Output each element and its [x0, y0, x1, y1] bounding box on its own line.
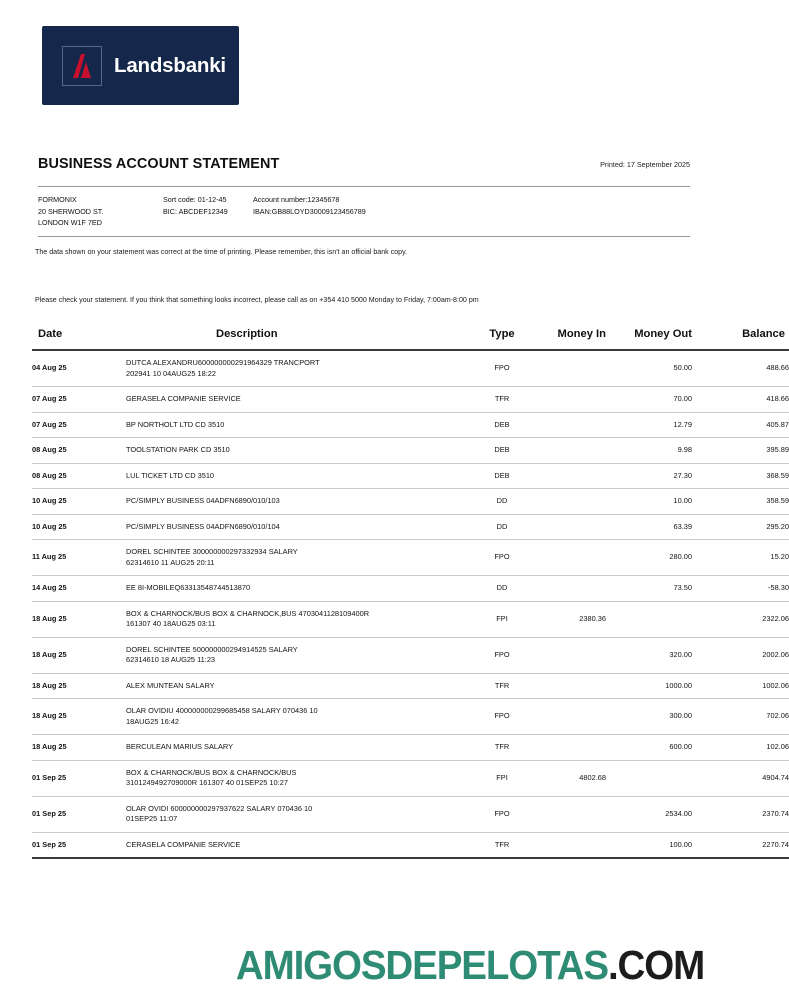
description-line-1: EE 8I-MOBILEQ63313548744513870 — [126, 583, 251, 592]
cell-money-in — [530, 463, 606, 489]
cell-money-in — [530, 637, 606, 673]
account-holder: FORMONIX — [38, 195, 77, 204]
cell-date: 18 Aug 25 — [32, 699, 126, 735]
cell-money-in — [530, 438, 606, 464]
cell-money-in — [530, 735, 606, 761]
address-line-2: LONDON W1F 7ED — [38, 218, 102, 227]
cell-money-out: 27.30 — [606, 463, 692, 489]
description-line-2: 01SEP25 11:07 — [126, 814, 178, 823]
cell-description — [126, 350, 474, 387]
cell-description — [126, 601, 474, 637]
cell-description — [126, 832, 474, 858]
cell-money-in — [530, 412, 606, 438]
description-line-1: ALEX MUNTEAN SALARY — [126, 680, 215, 690]
cell-date: 10 Aug 25 — [32, 489, 126, 515]
description-line-1: BOX & CHARNOCK/BUS BOX & CHARNOCK,BUS 4703041128109400R — [126, 608, 370, 618]
table-row — [32, 387, 789, 413]
bank-logo — [42, 26, 239, 105]
cell-date: 04 Aug 25 — [32, 350, 126, 387]
landsbanki-mountain-icon — [62, 46, 102, 86]
cell-date: 07 Aug 25 — [32, 387, 126, 413]
cell-description — [126, 699, 474, 735]
table-row — [32, 540, 789, 576]
cell-money-out: 600.00 — [606, 735, 692, 761]
description-line-1: BOX & CHARNOCK/BUS BOX & CHARNOCK/BUS — [126, 767, 297, 777]
cell-money-in — [530, 540, 606, 576]
cell-money-in — [530, 514, 606, 540]
cell-date: 18 Aug 25 — [32, 601, 126, 637]
table-row — [32, 637, 789, 673]
cell-money-in — [530, 796, 606, 832]
table-row — [32, 699, 789, 735]
cell-money-out: 1000.00 — [606, 673, 692, 699]
contact-notice: Please check your statement. If you think that something looks incorrect, please call as on +354 410 5000 Monday to Friday, 7:00am-8:00 pm — [35, 296, 479, 304]
cell-description — [126, 387, 474, 413]
cell-type: DEB — [474, 438, 530, 464]
cell-type: DEB — [474, 412, 530, 438]
column-header-money-in: Money In — [530, 328, 606, 350]
sort-code: Sort code: 01-12-45 — [163, 195, 227, 204]
table-row — [32, 514, 789, 540]
address-line-1: 20 SHERWOOD ST. — [38, 206, 104, 216]
cell-money-out: 280.00 — [606, 540, 692, 576]
description-line-1: DOREL SCHINTEE 500000000294914525 SALARY — [126, 644, 298, 654]
cell-money-out: 320.00 — [606, 637, 692, 673]
cell-balance: 405.87 — [692, 412, 789, 438]
description-line-1: OLAR OVIDIU 400000000299685458 SALARY 070436 10 — [126, 706, 318, 715]
account-info-divider — [38, 236, 690, 237]
cell-date: 11 Aug 25 — [32, 540, 126, 576]
description-line-1: PC/SIMPLY BUSINESS 04ADFN6890/010/103 — [126, 496, 280, 505]
watermark — [235, 942, 704, 988]
description-line-1: BP NORTHOLT LTD CD 3510 — [126, 419, 225, 429]
cell-type: TFR — [474, 673, 530, 699]
cell-description — [126, 463, 474, 489]
cell-description — [126, 576, 474, 602]
table-row — [32, 832, 789, 858]
cell-description — [126, 540, 474, 576]
cell-description — [126, 489, 474, 515]
cell-money-in — [530, 699, 606, 735]
cell-date: 01 Sep 25 — [32, 760, 126, 796]
description-line-2: 161307 40 18AUG25 03:11 — [126, 619, 216, 628]
table-row — [32, 350, 789, 387]
cell-money-in — [530, 350, 606, 387]
cell-type: DD — [474, 489, 530, 515]
cell-balance: 1002.06 — [692, 673, 789, 699]
cell-money-in — [530, 576, 606, 602]
cell-money-out: 300.00 — [606, 699, 692, 735]
table-row — [32, 760, 789, 796]
cell-date: 01 Sep 25 — [32, 796, 126, 832]
cell-type: FPO — [474, 637, 530, 673]
account-number: Account number:12345678 — [253, 195, 340, 204]
cell-balance: 102.06 — [692, 735, 789, 761]
cell-date: 18 Aug 25 — [32, 637, 126, 673]
cell-type: DD — [474, 576, 530, 602]
cell-date: 18 Aug 25 — [32, 673, 126, 699]
cell-money-out: 12.79 — [606, 412, 692, 438]
column-header-money-out: Money Out — [606, 328, 692, 350]
cell-money-out: 73.50 — [606, 576, 692, 602]
account-identifiers — [163, 194, 366, 229]
account-address — [38, 194, 163, 229]
table-row — [32, 463, 789, 489]
description-line-2: 62314610 18 AUG25 11:23 — [126, 655, 216, 664]
cell-date: 10 Aug 25 — [32, 514, 126, 540]
cell-money-out: 70.00 — [606, 387, 692, 413]
cell-balance: 702.06 — [692, 699, 789, 735]
cell-type: DD — [474, 514, 530, 540]
iban-code: IBAN:GB88LOYD30009123456789 — [253, 206, 366, 216]
column-header-type: Type — [474, 328, 530, 350]
title-row — [38, 156, 690, 172]
description-line-1: DUTCA ALEXANDRU600000000291964329 TRANCPORT — [126, 358, 320, 367]
cell-balance: 295.20 — [692, 514, 789, 540]
cell-balance: 2370.74 — [692, 796, 789, 832]
table-row — [32, 673, 789, 699]
description-line-1: TOOLSTATION PARK CD 3510 — [126, 445, 230, 454]
description-line-1: GERASELA COMPANIE SERVICE — [126, 394, 241, 403]
cell-type: FPI — [474, 760, 530, 796]
watermark-tld: .COM — [607, 942, 704, 988]
cell-balance: 395.89 — [692, 438, 789, 464]
cell-type: TFR — [474, 735, 530, 761]
cell-money-out: 50.00 — [606, 350, 692, 387]
printing-notice: The data shown on your statement was correct at the time of printing. Please remember, this isn't an official bank copy. — [35, 248, 408, 256]
cell-money-in — [530, 832, 606, 858]
bank-name: Landsbanki — [114, 53, 226, 77]
cell-description — [126, 673, 474, 699]
table-row — [32, 796, 789, 832]
cell-balance: 2002.06 — [692, 637, 789, 673]
cell-date: 14 Aug 25 — [32, 576, 126, 602]
transactions-body — [32, 350, 789, 858]
cell-description — [126, 514, 474, 540]
cell-description — [126, 735, 474, 761]
cell-balance: 418.66 — [692, 387, 789, 413]
table-row — [32, 489, 789, 515]
cell-money-out: 2534.00 — [606, 796, 692, 832]
cell-money-in — [530, 387, 606, 413]
cell-description — [126, 412, 474, 438]
description-line-1: CERASELA COMPANIE SERVICE — [126, 839, 241, 849]
table-row — [32, 438, 789, 464]
cell-date: 08 Aug 25 — [32, 463, 126, 489]
title-divider — [38, 186, 690, 187]
table-row — [32, 735, 789, 761]
cell-money-out — [606, 601, 692, 637]
cell-type: FPO — [474, 350, 530, 387]
cell-money-out: 10.00 — [606, 489, 692, 515]
description-line-1: DOREL SCHINTEE 300000000297332934 SALARY — [126, 547, 298, 556]
page-title: BUSINESS ACCOUNT STATEMENT — [38, 156, 280, 172]
cell-balance: 358.59 — [692, 489, 789, 515]
column-header-description: Description — [126, 328, 474, 350]
cell-date: 07 Aug 25 — [32, 412, 126, 438]
cell-type: FPO — [474, 699, 530, 735]
cell-date: 01 Sep 25 — [32, 832, 126, 858]
cell-type: DEB — [474, 463, 530, 489]
cell-type: FPO — [474, 540, 530, 576]
description-line-2: 62314610 11 AUG25 20:11 — [126, 557, 215, 567]
cell-money-in — [530, 489, 606, 515]
description-line-1: LUL TICKET LTD CD 3510 — [126, 470, 215, 480]
table-row — [32, 576, 789, 602]
transactions-table — [32, 328, 789, 859]
description-line-2: 3101249492709000R 161307 40 01SEP25 10:27 — [126, 778, 288, 787]
cell-balance: 368.59 — [692, 463, 789, 489]
watermark-main: AMIGOSDEPELOTAS — [235, 942, 608, 988]
cell-type: FPI — [474, 601, 530, 637]
table-header-row — [32, 328, 789, 350]
description-line-2: 202941 10 04AUG25 18:22 — [126, 368, 216, 378]
cell-balance: 4904.74 — [692, 760, 789, 796]
cell-balance: 488.66 — [692, 350, 789, 387]
cell-date: 08 Aug 25 — [32, 438, 126, 464]
cell-balance: 15.20 — [692, 540, 789, 576]
description-line-1: OLAR OVIDI 600000000297937622 SALARY 070436 10 — [126, 803, 313, 813]
cell-type: FPO — [474, 796, 530, 832]
cell-money-in: 2380.36 — [530, 601, 606, 637]
cell-balance: 2270.74 — [692, 832, 789, 858]
cell-description — [126, 438, 474, 464]
account-info — [38, 194, 366, 229]
cell-money-out — [606, 760, 692, 796]
bic-code: BIC: ABCDEF12349 — [163, 206, 228, 216]
cell-description — [126, 796, 474, 832]
cell-money-in — [530, 673, 606, 699]
cell-description — [126, 637, 474, 673]
cell-money-out: 63.39 — [606, 514, 692, 540]
table-row — [32, 412, 789, 438]
table-row — [32, 601, 789, 637]
description-line-2: 18AUG25 16:42 — [126, 716, 180, 726]
cell-money-out: 9.98 — [606, 438, 692, 464]
cell-balance: -58.30 — [692, 576, 789, 602]
column-header-date: Date — [32, 328, 126, 350]
cell-date: 18 Aug 25 — [32, 735, 126, 761]
cell-balance: 2322.06 — [692, 601, 789, 637]
column-header-balance: Balance — [692, 328, 789, 350]
cell-type: TFR — [474, 832, 530, 858]
cell-money-out: 100.00 — [606, 832, 692, 858]
printed-date: Printed: 17 September 2025 — [600, 160, 690, 169]
description-line-1: PC/SIMPLY BUSINESS 04ADFN6890/010/104 — [126, 521, 280, 531]
cell-type: TFR — [474, 387, 530, 413]
cell-description — [126, 760, 474, 796]
description-line-1: BERCULEAN MARIUS SALARY — [126, 742, 234, 751]
cell-money-in: 4802.68 — [530, 760, 606, 796]
